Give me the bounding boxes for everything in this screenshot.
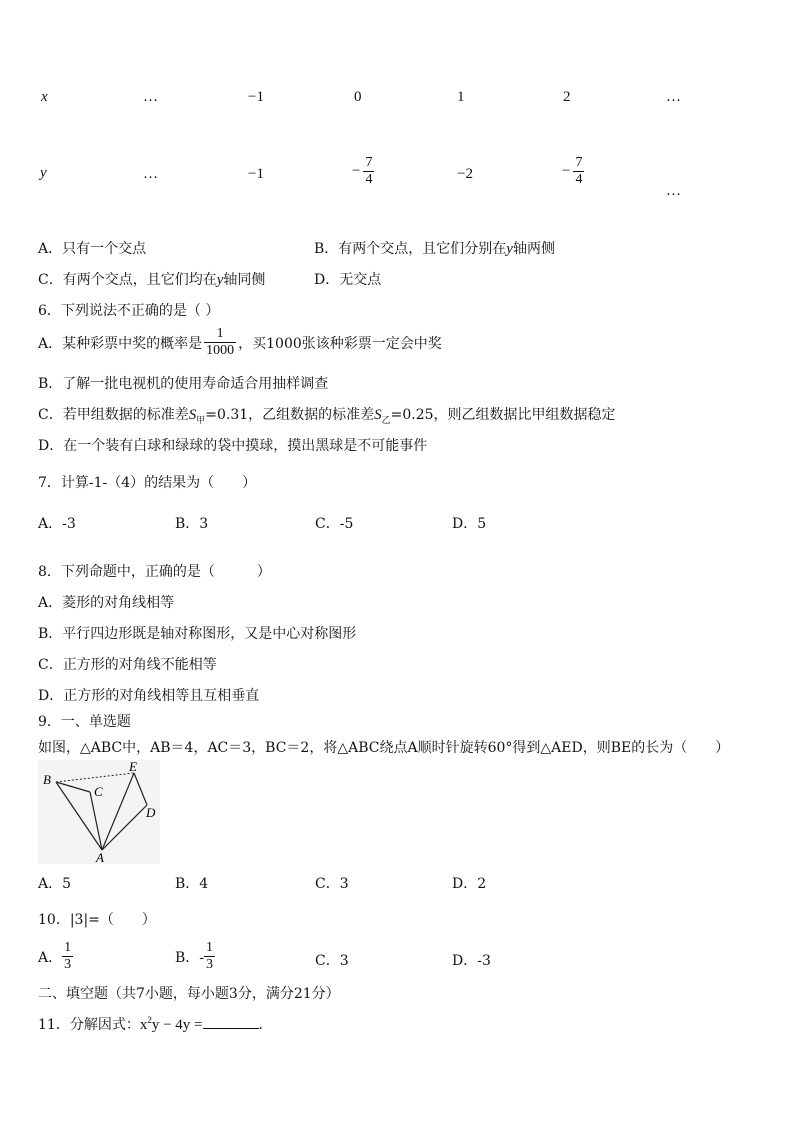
option-text: C．有两个交点，且它们均在 — [38, 272, 217, 288]
fraction — [204, 326, 236, 359]
q6-option-d: D．在一个装有白球和绿球的袋中摸球，摸出黑球是不可能事件 — [38, 438, 428, 454]
table-y-cell-fraction — [352, 155, 374, 188]
table-x-cell: −1 — [248, 89, 264, 105]
q10-option-b — [175, 940, 215, 973]
q7-stem: 7．计算-1-（4）的结果为（ ） — [38, 475, 257, 491]
numerator: 1 — [64, 940, 72, 955]
q8-stem: 8．下列命题中，正确的是（ ） — [38, 564, 271, 580]
option-text: ，买1000张该种彩票一定会中奖 — [238, 335, 442, 352]
fraction — [62, 940, 73, 973]
q9-option-c: C．3 — [315, 876, 349, 892]
q9-option-a: A．5 — [38, 876, 72, 892]
table-x-cell: … — [143, 89, 158, 105]
minus-sign: − — [352, 163, 361, 180]
q5-option-a: A．只有一个交点 — [38, 241, 147, 257]
fraction — [363, 155, 374, 188]
option-text: A．某种彩票中奖的概率是 — [38, 335, 203, 352]
table-y-cell: −1 — [248, 166, 264, 182]
q8-option-b: B．平行四边形既是轴对称图形，又是中心对称图形 — [38, 626, 357, 642]
q7-option-a: A．-3 — [38, 516, 76, 532]
table-y-cell: … — [143, 166, 158, 182]
variable: y — [506, 241, 513, 257]
superscript: 2 — [147, 1015, 152, 1025]
section-title: 二、填空题（共7小题，每小题3分，满分21分） — [38, 986, 340, 1002]
option-text: A． — [38, 949, 63, 966]
q9-figure — [38, 760, 160, 864]
question-text: 11．分解因式： — [38, 1017, 140, 1033]
subscript: 甲 — [196, 415, 206, 426]
option-text: =0.31，乙组数据的标准差 — [205, 407, 375, 423]
expr-part: y − 4y = — [151, 1017, 203, 1033]
q5-option-b — [314, 238, 555, 258]
q10-option-d: D．-3 — [452, 953, 491, 969]
denominator: 1000 — [206, 343, 235, 359]
fraction — [204, 940, 215, 973]
table-x-label: x — [41, 89, 48, 105]
q8-option-a: A．菱形的对角线相等 — [38, 595, 175, 611]
point-label-a: A — [96, 850, 104, 864]
q5-option-c — [38, 269, 265, 289]
denominator: 3 — [64, 957, 72, 973]
subscript: 乙 — [381, 415, 391, 426]
q7-option-d: D．5 — [452, 516, 487, 532]
table-x-cell: … — [666, 89, 681, 105]
denominator: 4 — [365, 172, 373, 188]
table-x-cell: 1 — [457, 89, 465, 105]
table-x-cell: 2 — [563, 89, 571, 105]
option-text: 轴同侧 — [223, 272, 266, 288]
denominator: 4 — [575, 172, 583, 188]
numerator: 1 — [206, 940, 214, 955]
q10-option-c: C．3 — [315, 953, 349, 969]
table-x-cell: 0 — [354, 89, 362, 105]
answer-blank[interactable] — [203, 1016, 259, 1029]
figure-background — [38, 760, 160, 864]
q6-option-b: B．了解一批电视机的使用寿命适合用抽样调查 — [38, 376, 329, 392]
q6-stem: 6．下列说法不正确的是（ ） — [38, 303, 220, 319]
point-label-c: C — [94, 784, 103, 799]
table-y-label: y — [40, 165, 47, 181]
numerator: 7 — [365, 155, 373, 170]
q10-option-a — [38, 940, 73, 973]
q8-option-d: D．正方形的对角线相等且互相垂直 — [38, 688, 260, 704]
table-y-cell-fraction — [562, 155, 584, 188]
q7-option-c: C．-5 — [315, 516, 354, 532]
q9-section-title: 9．一、单选题 — [38, 714, 131, 730]
q8-option-c: C．正方形的对角线不能相等 — [38, 657, 217, 673]
point-label-e: E — [129, 760, 137, 774]
q9-stem: 如图，△ABC中，AB＝4，AC＝3，BC＝2，将△ABC绕点A顺时针旋转60°得到△AED，则BE的长为（ ） — [38, 740, 730, 756]
denominator: 3 — [206, 957, 214, 973]
variable: S — [374, 407, 382, 423]
q6-option-a — [38, 326, 442, 359]
q7-option-b: B．3 — [175, 516, 209, 532]
fraction — [573, 155, 584, 188]
math-expression — [140, 1017, 203, 1033]
q9-option-b: B．4 — [175, 876, 209, 892]
variable: y — [216, 272, 224, 288]
option-text: =0.25，则乙组数据比甲组数据稳定 — [390, 407, 616, 423]
point-label-d: D — [146, 805, 156, 820]
q10-stem: 10．|3|=（ ） — [38, 912, 156, 928]
variable: S — [188, 407, 197, 423]
expr-part: x — [139, 1017, 148, 1033]
q9-option-d: D．2 — [452, 876, 487, 892]
q5-option-d: D．无交点 — [314, 272, 382, 288]
option-text: C．若甲组数据的标准差 — [38, 407, 189, 423]
question-text: ． — [258, 1017, 273, 1033]
table-y-cell: … — [666, 183, 681, 199]
option-text: B．有两个交点，且它们分别在 — [314, 241, 507, 257]
option-text: 轴两侧 — [512, 241, 555, 257]
q6-option-c — [38, 404, 616, 426]
numerator: 7 — [575, 155, 583, 170]
minus-sign: − — [562, 163, 571, 180]
q11 — [38, 1014, 273, 1034]
option-text: B．- — [175, 949, 205, 966]
numerator: 1 — [216, 326, 224, 341]
table-y-cell: −2 — [457, 166, 473, 182]
point-label-b: B — [43, 772, 51, 787]
